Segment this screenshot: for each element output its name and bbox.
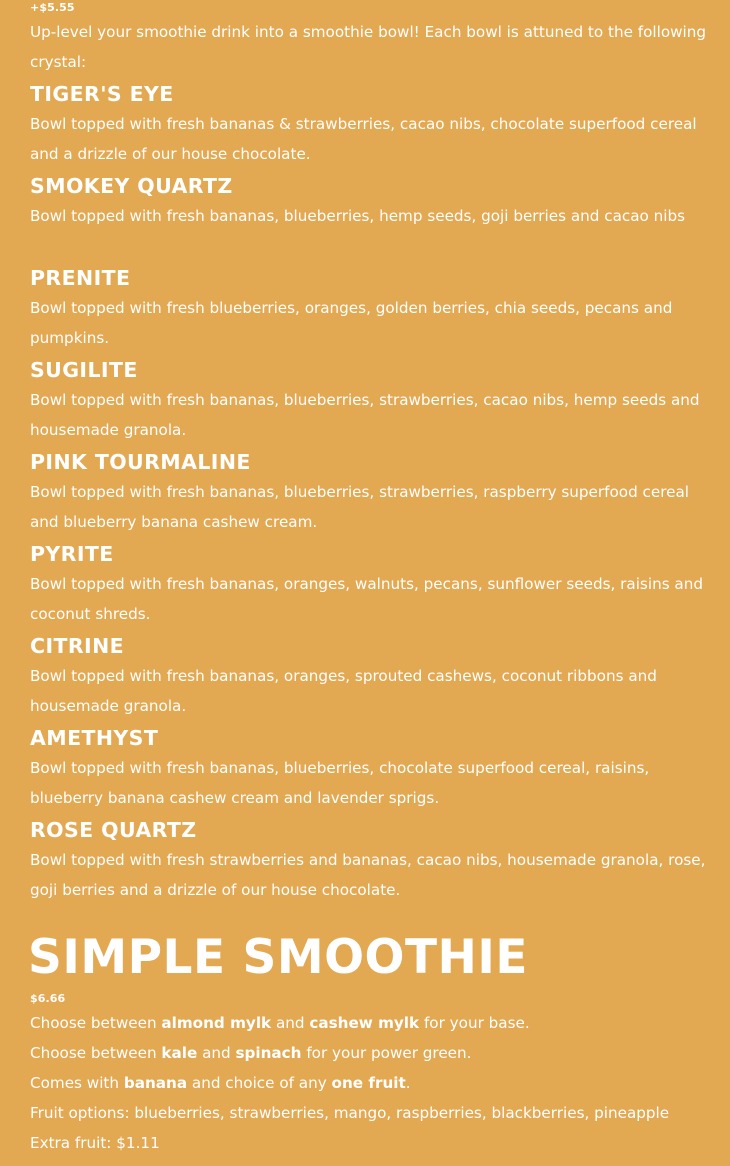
bowl-name: TIGER'S EYE [30,82,174,106]
bowl-item-amethyst [30,723,710,815]
bowl-description: Bowl topped with fresh blueberries, oranges, golden berries, chia seeds, pecans and pumpkins. [30,299,673,347]
bowl-description: Bowl topped with fresh bananas, blueberries, strawberries, raspberry superfood cereal and blueberry banana cashew cream. [30,483,690,531]
line-text: Comes with [30,1074,124,1092]
bowl-name: ROSE QUARTZ [30,818,197,842]
bowl-name: SMOKEY QUARTZ [30,174,233,198]
line-text: Choose between [30,1014,162,1032]
section-title-simple-smoothie: SIMPLE SMOOTHIE [28,930,528,985]
simple-smoothie-price: $6.66 [30,992,66,1005]
bowl-description: Bowl topped with fresh bananas, blueberries, strawberries, cacao nibs, hemp seeds and housemade granola. [30,391,700,439]
bowl-name: PINK TOURMALINE [30,450,251,474]
extra-fruit-line: Extra fruit: $1.11 [30,1134,160,1152]
bowl-name: PYRITE [30,542,114,566]
fruit-options-line: Fruit options: blueberries, strawberries, mango, raspberries, blackberries, pineapple [30,1104,670,1122]
line-text: Choose between [30,1044,162,1062]
fruit-choice-line [30,1068,720,1098]
bowl-description: Bowl topped with fresh bananas & strawberries, cacao nibs, chocolate superfood cereal and a drizzle of our house chocolate. [30,115,697,163]
option-cashew-mylk: cashew mylk [309,1014,420,1032]
line-text: and [271,1014,310,1032]
line-text: . [405,1074,411,1092]
bowl-item-citrine [30,631,710,723]
option-almond-mylk: almond mylk [161,1014,272,1032]
bowl-upgrade-intro: Up-level your smoothie drink into a smoothie bowl! Each bowl is attuned to the following crystal: [30,23,707,71]
bowl-item-rose-quartz [30,815,710,907]
simple-smoothie-details [30,1008,720,1158]
bowl-list [30,79,710,907]
option-banana: banana [123,1074,188,1092]
bowl-description: Bowl topped with fresh bananas, blueberries, chocolate superfood cereal, raisins, blueberry banana cashew cream and lavender sprigs. [30,759,650,807]
bowl-item-prenite [30,263,710,355]
bowl-name: SUGILITE [30,358,138,382]
bowl-item-tigers-eye [30,79,710,171]
line-text: and [197,1044,236,1062]
option-one-fruit: one fruit [331,1074,406,1092]
bowl-name: PRENITE [30,266,131,290]
bowl-item-pink-tourmaline [30,447,710,539]
line-text: and choice of any [187,1074,332,1092]
line-text: for your power green. [301,1044,472,1062]
option-spinach: spinach [235,1044,302,1062]
bowl-item-pyrite [30,539,710,631]
option-kale: kale [161,1044,198,1062]
bowl-item-smokey-quartz [30,171,710,263]
bowl-name: AMETHYST [30,726,159,750]
bowl-description: Bowl topped with fresh bananas, blueberries, hemp seeds, goji berries and cacao nibs [30,207,686,225]
bowl-name: CITRINE [30,634,125,658]
bowl-description: Bowl topped with fresh bananas, oranges, walnuts, pecans, sunflower seeds, raisins and coconut shreds. [30,575,704,623]
line-text: for your base. [419,1014,530,1032]
bowl-description: Bowl topped with fresh strawberries and bananas, cacao nibs, housemade granola, rose, goji berries and a drizzle of our house chocolate. [30,851,706,899]
bowl-item-sugilite [30,355,710,447]
bowl-upgrade-price: +$5.55 [30,1,75,14]
bowl-description: Bowl topped with fresh bananas, oranges, sprouted cashews, coconut ribbons and housemade granola. [30,667,657,715]
base-choice-line [30,1008,720,1038]
green-choice-line [30,1038,720,1068]
